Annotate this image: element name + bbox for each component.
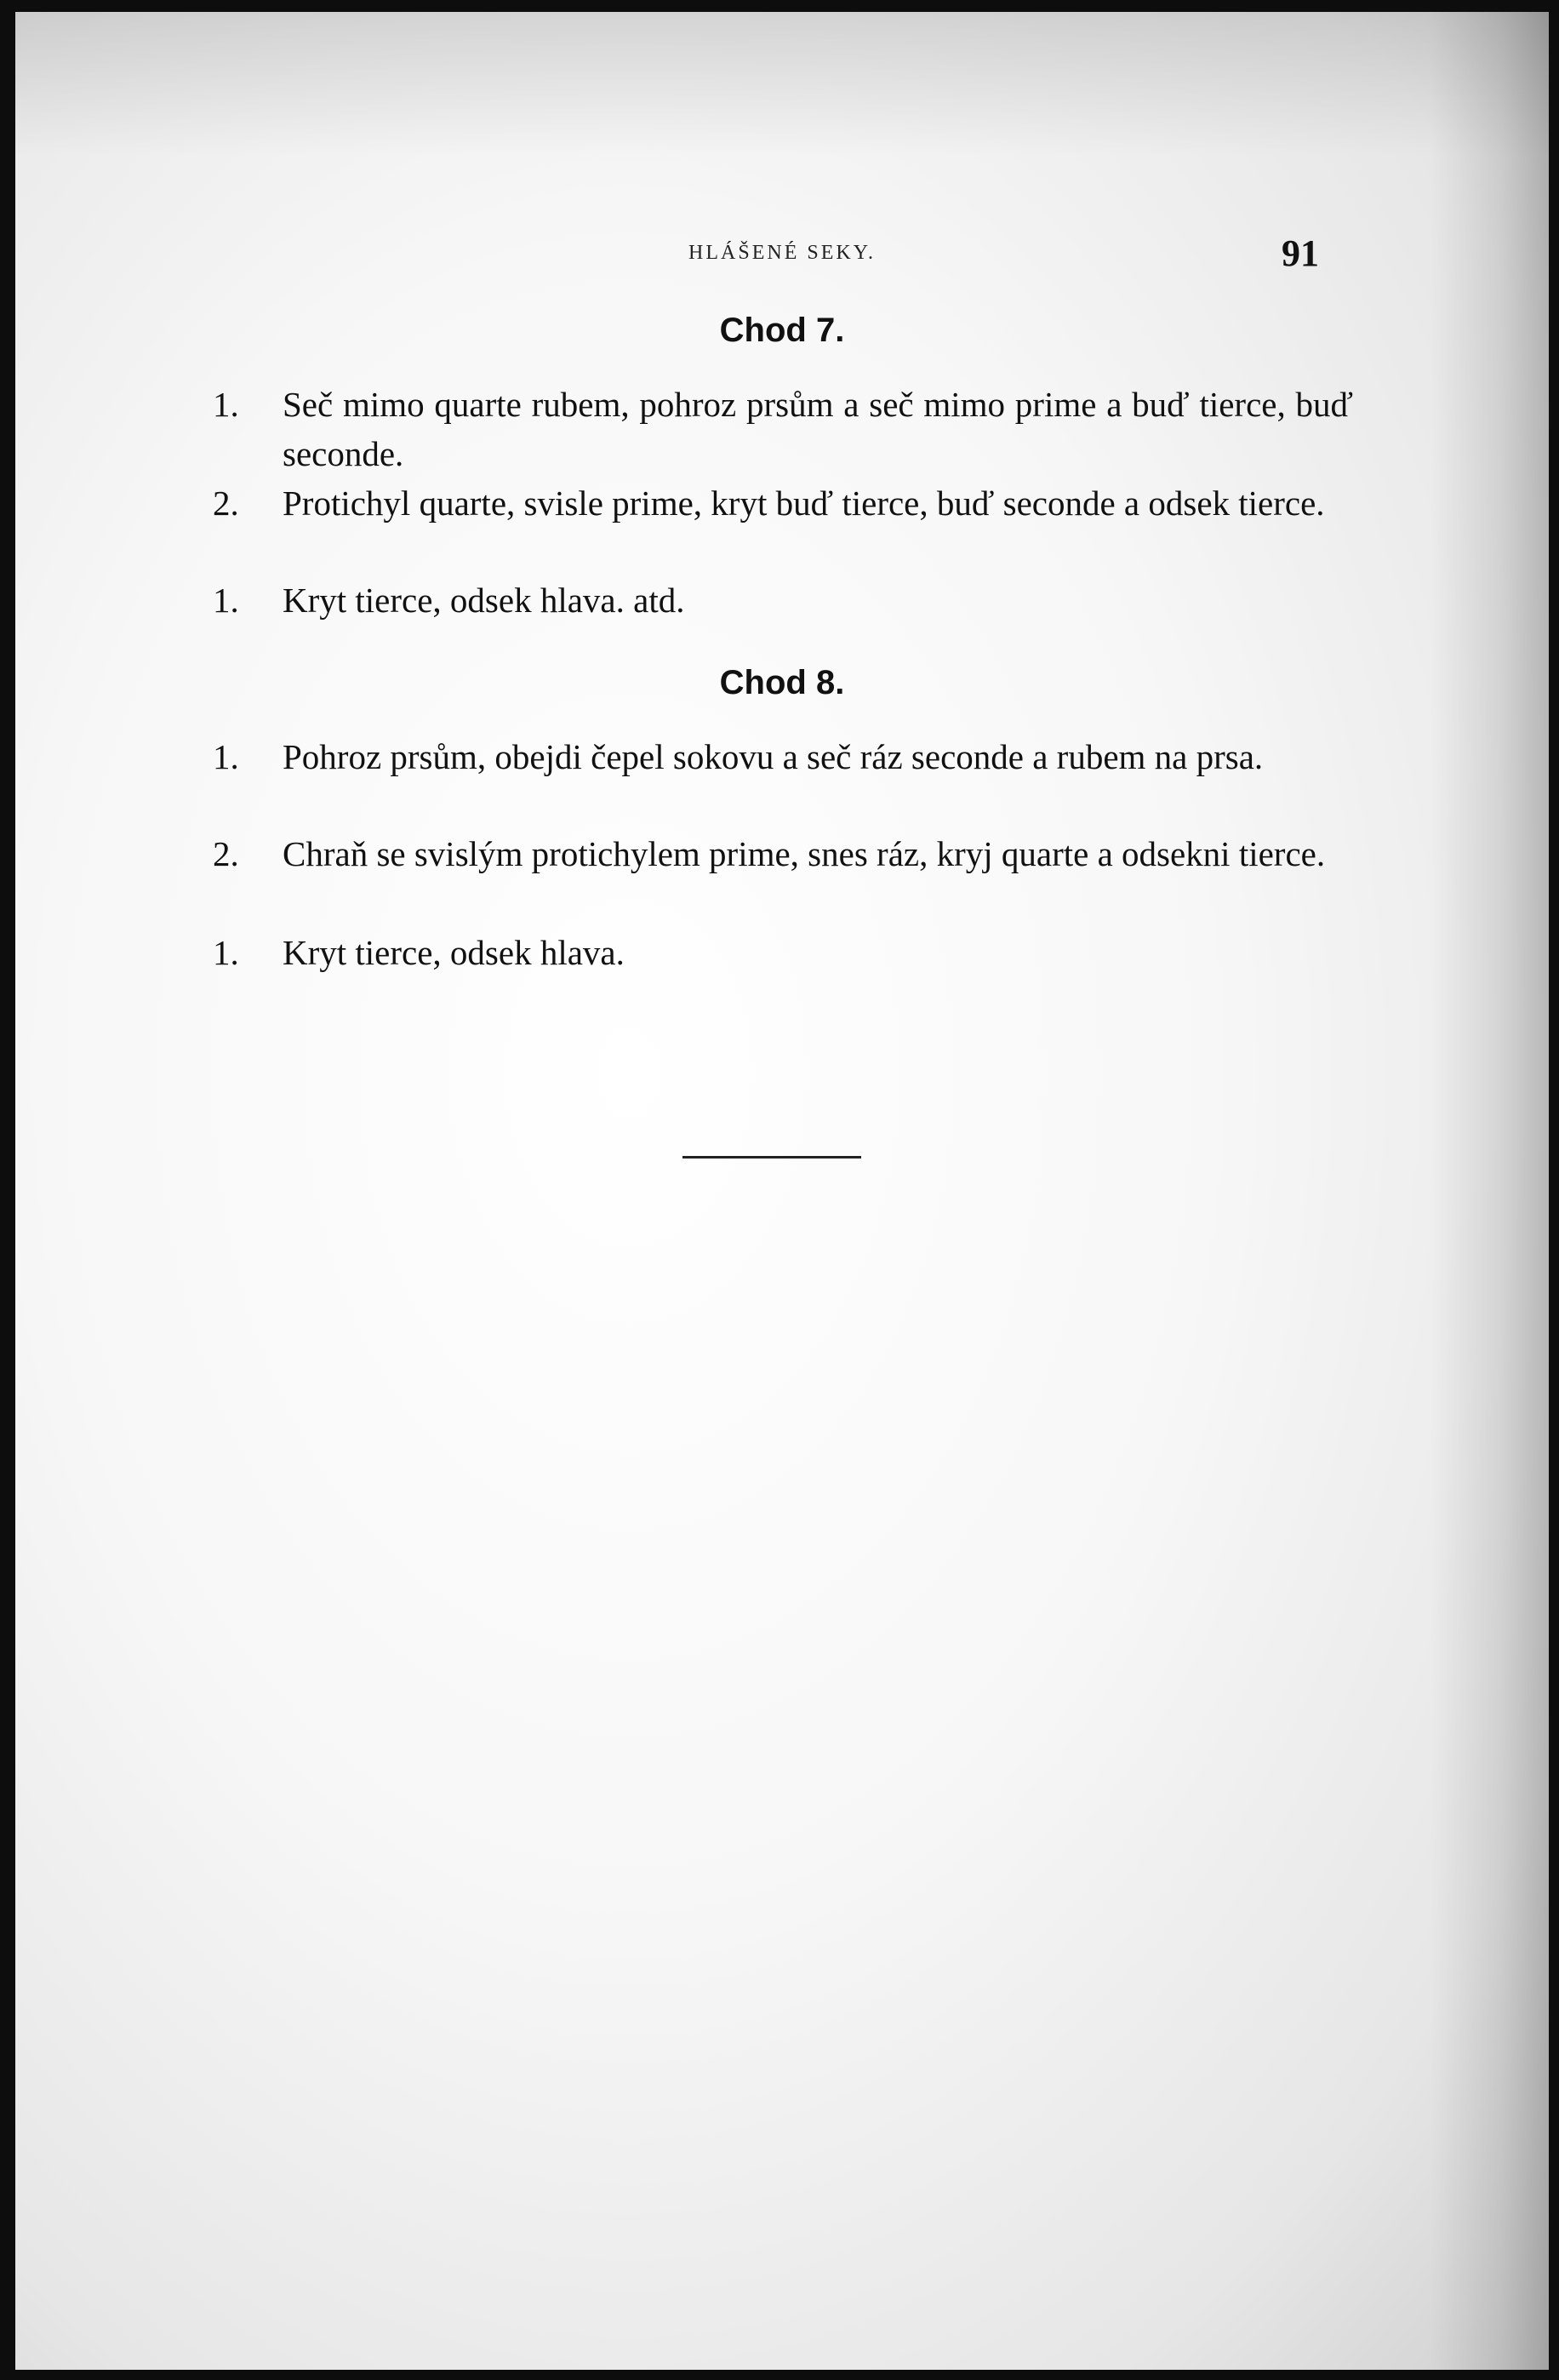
item-number: 1.	[213, 933, 239, 972]
section-heading-chod-7: Chod 7.	[719, 312, 845, 349]
item-text: Kryt tierce, odsek hlava. atd.	[283, 581, 685, 620]
item-number: 2.	[213, 483, 239, 523]
item-number: 1.	[213, 737, 239, 776]
book-page	[15, 12, 1549, 2370]
list-item	[213, 732, 1353, 781]
list-item	[213, 380, 1353, 478]
list-item	[213, 829, 1353, 878]
end-rule	[682, 1156, 861, 1159]
running-title: HLÁŠENÉ SEKY.	[688, 242, 876, 264]
item-number: 1.	[213, 385, 239, 424]
page-number: 91	[1282, 232, 1319, 274]
item-text: Chraň se svislým protichylem prime, snes ráz, kryj quarte a odsekni tierce.	[283, 834, 1326, 873]
item-number: 1.	[213, 581, 239, 620]
item-text: Kryt tierce, odsek hlava.	[283, 933, 625, 972]
item-text: Pohroz prsům, obejdi čepel sokovu a seč ráz seconde a rubem na prsa.	[283, 737, 1264, 776]
list-item	[213, 928, 1353, 977]
list-item	[213, 575, 1353, 625]
item-text: Protichyl quarte, svisle prime, kryt buď tierce, buď seconde a odsek tierce.	[283, 483, 1325, 523]
item-text: Seč mimo quarte rubem, pohroz prsům a seč mimo prime a buď tierce, buď seconde.	[283, 385, 1353, 473]
section-heading-chod-8: Chod 8.	[719, 664, 845, 701]
list-item	[213, 478, 1353, 528]
item-number: 2.	[213, 834, 239, 873]
